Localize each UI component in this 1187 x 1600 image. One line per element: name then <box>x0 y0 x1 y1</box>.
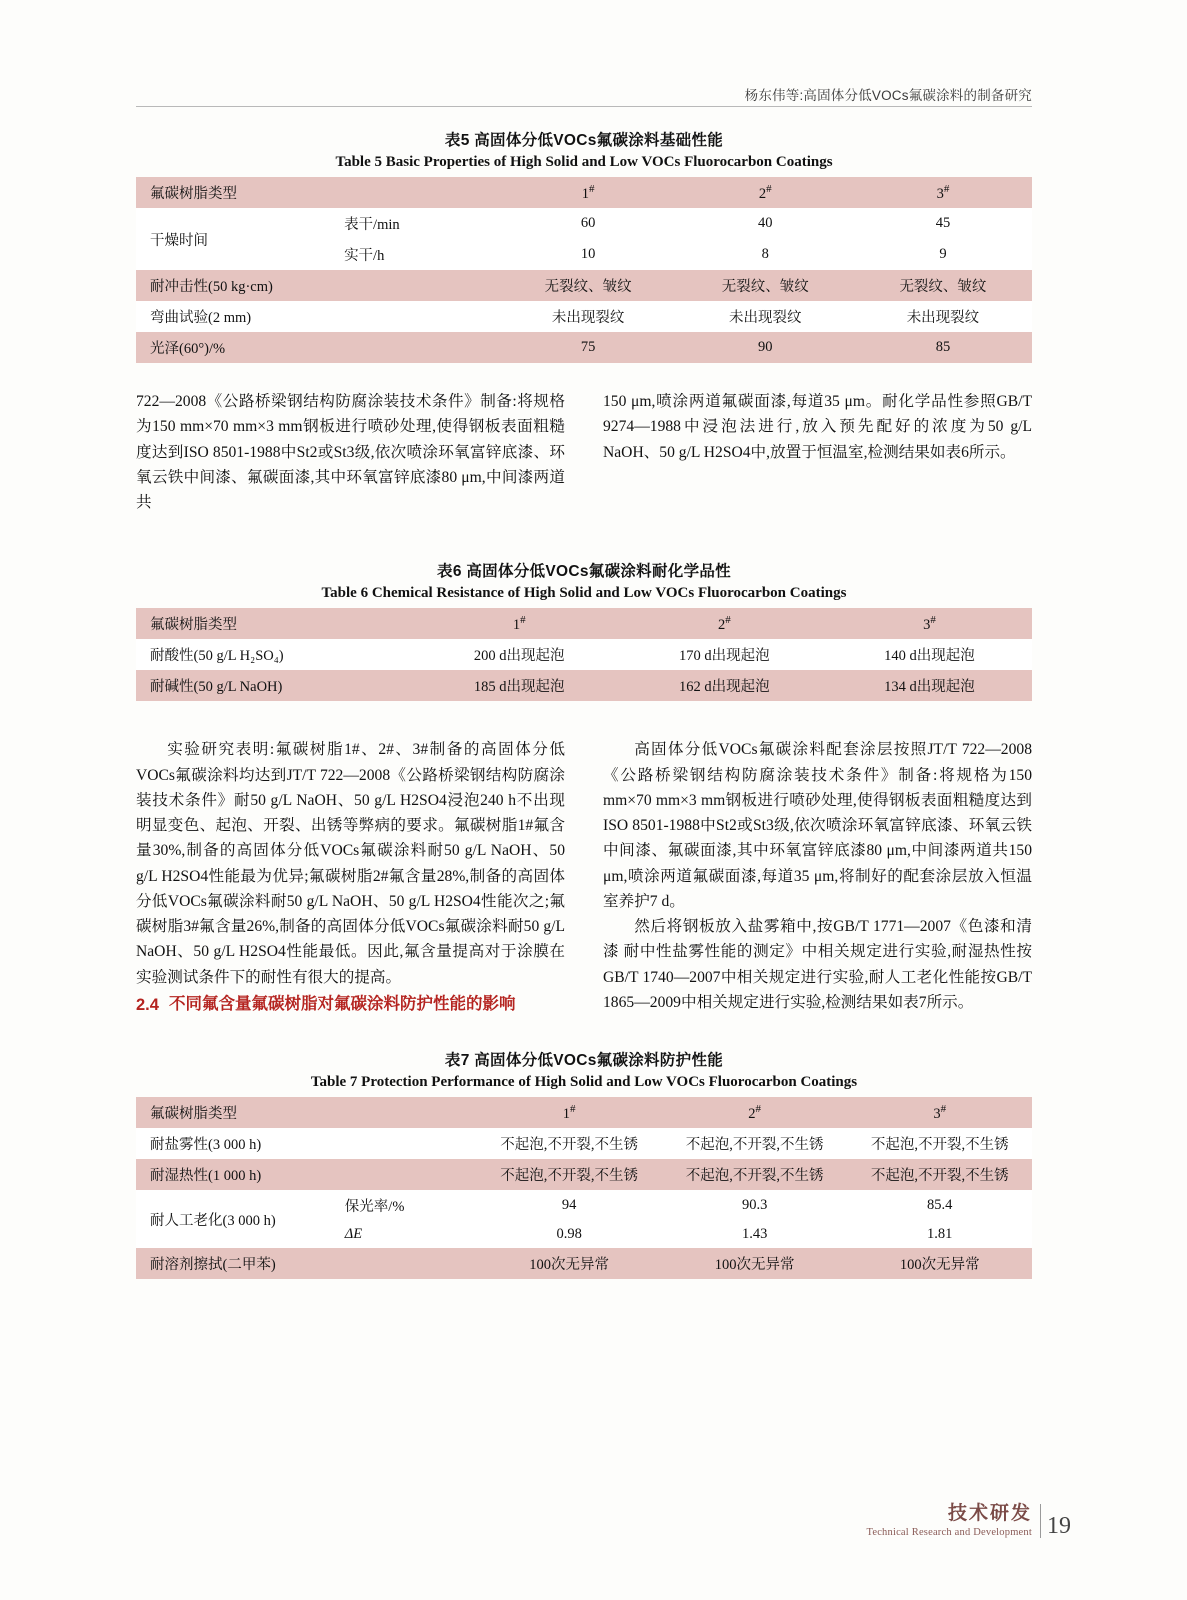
section-heading-number: 2.4 <box>136 995 159 1014</box>
table6-block <box>136 559 1032 701</box>
table7-row4-v1: 100次无异常 <box>714 1257 795 1274</box>
table6-row1-v0: 185 d出现起泡 <box>473 679 565 696</box>
table7-title-cn: 表7 高固体分低VOCs氟碳涂料防护性能 <box>444 1052 724 1070</box>
table5-row0-v2: 45 <box>935 215 951 231</box>
table-row <box>136 177 1032 208</box>
table7-row0-v2: 不起泡,不开裂,不生锈 <box>870 1137 1009 1154</box>
table6-row0-label: 耐酸性(50 g/L H₂SO₄) <box>150 648 284 665</box>
body2-right-paragraph-1: 高固体分低VOCs氟碳涂料配套涂层按照JT/T 722—2008《公路桥梁钢结构防腐涂装技术条件》制备:将规格为150 mm×70 mm×3 mm钢板进行喷砂处理,使得钢板表面粗糙度达到ISO 8501-1988中St2或St3级,依次喷涂环氧富锌底漆、环氧云铁中间漆、氟碳面漆,其中环氧富锌底漆80 μm,中间漆两道共150 μm,喷涂两道氟碳面漆,每道35 μm,将制好的配套涂层放入恒温室养护7 d。 <box>603 741 1032 910</box>
table-row <box>136 270 1032 301</box>
table7-row3-v1: 1.43 <box>741 1226 768 1243</box>
table7-row1-v1: 不起泡,不开裂,不生锈 <box>685 1168 824 1185</box>
table5-header-spacer <box>336 177 499 208</box>
table7-row4-v0: 100次无异常 <box>529 1257 610 1274</box>
table5-row1-v1: 8 <box>761 246 769 262</box>
table6-row0-v2: 140 d出现起泡 <box>884 648 975 665</box>
table5-block <box>136 128 1032 363</box>
table7-header-spacer <box>337 1097 477 1128</box>
footer-title-cn: 技术研发 <box>947 1503 1032 1524</box>
table5-row0-v1: 40 <box>758 215 773 231</box>
table7-title-en: Table 7 Protection Performance of High Solid and Low VOCs Fluorocarbon Coatings <box>310 1074 858 1091</box>
table6-row0-v1: 170 d出现起泡 <box>679 648 770 665</box>
running-head-rule <box>136 106 1032 107</box>
body1-left-text: 722—2008《公路桥梁钢结构防腐涂装技术条件》制备:将规格为150 mm×70 mm×3 mm钢板进行喷砂处理,使得钢板表面粗糙度达到ISO 8501-1988中St2或St3级,依次喷涂环氧富锌底漆、环氧云铁中间漆、氟碳面漆,其中环氧富锌底漆80 μm,中间漆两道共 <box>136 393 565 511</box>
table7-block <box>136 1048 1032 1279</box>
table5 <box>136 177 1032 363</box>
table7-row1-v2: 不起泡,不开裂,不生锈 <box>870 1168 1009 1185</box>
table5-row1-sub: 实干/h <box>344 248 385 264</box>
table5-header-0: 氟碳树脂类型 <box>150 186 237 202</box>
table7-row1-v0: 不起泡,不开裂,不生锈 <box>500 1168 639 1185</box>
body2-left-paragraph: 实验研究表明:氟碳树脂1#、2#、3#制备的高固体分低VOCs氟碳涂料均达到JT/T 722—2008《公路桥梁钢结构防腐涂装技术条件》耐50 g/L NaOH、50 g/L H2SO4浸泡240 h不出现明显变色、起泡、开裂、出锈等弊病的要求。氟碳树脂1#氟含量30%,制备的高固体分低VOCs氟碳涂料耐50 g/L NaOH、50 g/L H2SO4性能最为优异;氟碳树脂2#氟含量28%,制备的高固体分低VOCs氟碳涂料耐50 g/L NaOH、50 g/L H2SO4性能次之;氟碳树脂3#氟含量26%,制备的高固体分低VOCs氟碳涂料耐50 g/L NaOH、50 g/L H2SO4性能最低。因此,氟含量提高对于涂膜在实验测试条件下的耐性有很大的提高。 <box>136 741 565 986</box>
table7-header-3: 3# <box>933 1103 947 1122</box>
table6-header-1: 1# <box>512 613 526 633</box>
table6-row1-v2: 134 d出现起泡 <box>884 679 975 696</box>
table-row <box>136 639 1032 670</box>
table7-row0-v1: 不起泡,不开裂,不生锈 <box>685 1137 824 1154</box>
table-row <box>136 670 1032 701</box>
body2-left-column <box>136 737 565 1018</box>
table5-row2-v2: 无裂纹、皱纹 <box>899 279 987 295</box>
footer-title-en: Technical Research and Development <box>866 1527 1032 1538</box>
table-row <box>136 1190 1032 1221</box>
table7-row2-label: 耐人工老化(3 000 h) <box>150 1212 276 1229</box>
table-row <box>136 332 1032 363</box>
table6-header-0: 氟碳树脂类型 <box>150 617 237 634</box>
table5-row4-v1: 90 <box>758 339 773 355</box>
table5-row1-v2: 9 <box>939 246 947 262</box>
table5-row3-v2: 未出现裂纹 <box>906 310 980 326</box>
table7 <box>136 1097 1032 1279</box>
body2-right-paragraph-2: 然后将钢板放入盐雾箱中,按GB/T 1771—2007《色漆和清漆 耐中性盐雾性能的测定》中相关规定进行实验,耐湿热性按GB/T 1740—2007中相关规定进行实验,耐人工老化性能按GB/T 1865—2009中相关规定进行实验,检测结果如表7所示。 <box>603 918 1032 1011</box>
table5-row1-v0: 10 <box>580 246 596 262</box>
table5-row0-label: 干燥时间 <box>150 232 208 249</box>
table5-header-1: 1# <box>581 182 595 202</box>
table5-row4-v0: 75 <box>580 339 596 355</box>
table5-title-en: Table 5 Basic Properties of High Solid and Low VOCs Fluorocarbon Coatings <box>335 154 833 170</box>
table5-row3-v1: 未出现裂纹 <box>729 310 802 326</box>
table6-row0-v0: 200 d出现起泡 <box>473 648 565 665</box>
table-row <box>136 608 1032 639</box>
table7-row4-v2: 100次无异常 <box>899 1257 980 1274</box>
table7-row0-v0: 不起泡,不开裂,不生锈 <box>500 1137 639 1154</box>
table7-header-1: 1# <box>562 1103 576 1122</box>
table7-row2-v1: 90.3 <box>741 1197 768 1214</box>
body1-right-text: 150 μm,喷涂两道氟碳面漆,每道35 μm。耐化学品性参照GB/T 9274—1988中浸泡法进行,放入预先配好的浓度为50 g/L NaOH、50 g/L H2SO4中,放置于恒温室,检测结果如表6所示。 <box>603 393 1032 461</box>
table6-title-en: Table 6 Chemical Resistance of High Solid and Low VOCs Fluorocarbon Coatings <box>321 585 847 602</box>
table6 <box>136 608 1032 701</box>
body-section-2 <box>136 737 1032 1018</box>
table-row <box>136 1128 1032 1159</box>
table7-row1-label: 耐湿热性(1 000 h) <box>150 1168 262 1185</box>
table-row <box>136 208 1032 239</box>
footer-branding <box>866 1498 1032 1538</box>
table6-row1-label: 耐碱性(50 g/L NaOH) <box>150 679 283 696</box>
table7-row3-sub: ΔE <box>344 1226 363 1243</box>
table-row <box>136 1159 1032 1190</box>
table5-row2-v0: 无裂纹、皱纹 <box>544 279 632 295</box>
table7-row0-label: 耐盐雾性(3 000 h) <box>150 1137 262 1154</box>
body2-right-column <box>603 737 1032 1018</box>
table5-row0-v0: 60 <box>580 215 596 231</box>
table-row <box>136 1248 1032 1279</box>
table-row <box>136 1097 1032 1128</box>
table5-row3-v0: 未出现裂纹 <box>551 310 625 326</box>
table5-row4-v2: 85 <box>935 339 951 355</box>
table7-row2-v0: 94 <box>561 1197 577 1214</box>
table7-row2-sub: 保光率/% <box>344 1199 405 1216</box>
table5-header-3: 3# <box>936 182 950 202</box>
table5-row2-v1: 无裂纹、皱纹 <box>721 279 809 295</box>
table5-row0-sub: 表干/min <box>344 217 400 233</box>
table5-title-cn: 表5 高固体分低VOCs氟碳涂料基础性能 <box>444 132 724 149</box>
table6-header-2: 2# <box>717 613 731 633</box>
table5-row4-label: 光泽(60°)/% <box>150 341 226 357</box>
table7-header-2: 2# <box>748 1103 762 1122</box>
footer-divider <box>1040 1504 1041 1538</box>
body1-left-column <box>136 389 565 515</box>
table6-row1-v1: 162 d出现起泡 <box>679 679 770 696</box>
body-section-1 <box>136 389 1032 515</box>
body1-right-column <box>603 389 1032 515</box>
table6-header-3: 3# <box>923 613 936 633</box>
table5-row2-label: 耐冲击性(50 kg·cm) <box>150 279 273 295</box>
table7-row4-label: 耐溶剂擦拭(二甲苯) <box>150 1257 276 1274</box>
section-heading-2-4 <box>136 992 565 1019</box>
table7-header-0: 氟碳树脂类型 <box>150 1106 237 1123</box>
section-heading-text: 不同氟含量氟碳树脂对氟碳涂料防护性能的影响 <box>168 994 516 1013</box>
table6-title-cn: 表6 高固体分低VOCs氟碳涂料耐化学品性 <box>437 563 731 581</box>
page-content <box>136 128 1032 1279</box>
page-number: 19 <box>1047 1513 1071 1539</box>
table7-row2-v2: 85.4 <box>927 1197 953 1214</box>
table7-row3-v0: 0.98 <box>556 1226 582 1243</box>
table-row <box>136 301 1032 332</box>
table5-header-2: 2# <box>758 182 772 202</box>
table7-row3-v2: 1.81 <box>927 1226 953 1243</box>
table5-row3-label: 弯曲试验(2 mm) <box>150 310 252 326</box>
running-head: 杨东伟等:高固体分低VOCs氟碳涂料的制备研究 <box>744 88 1032 103</box>
